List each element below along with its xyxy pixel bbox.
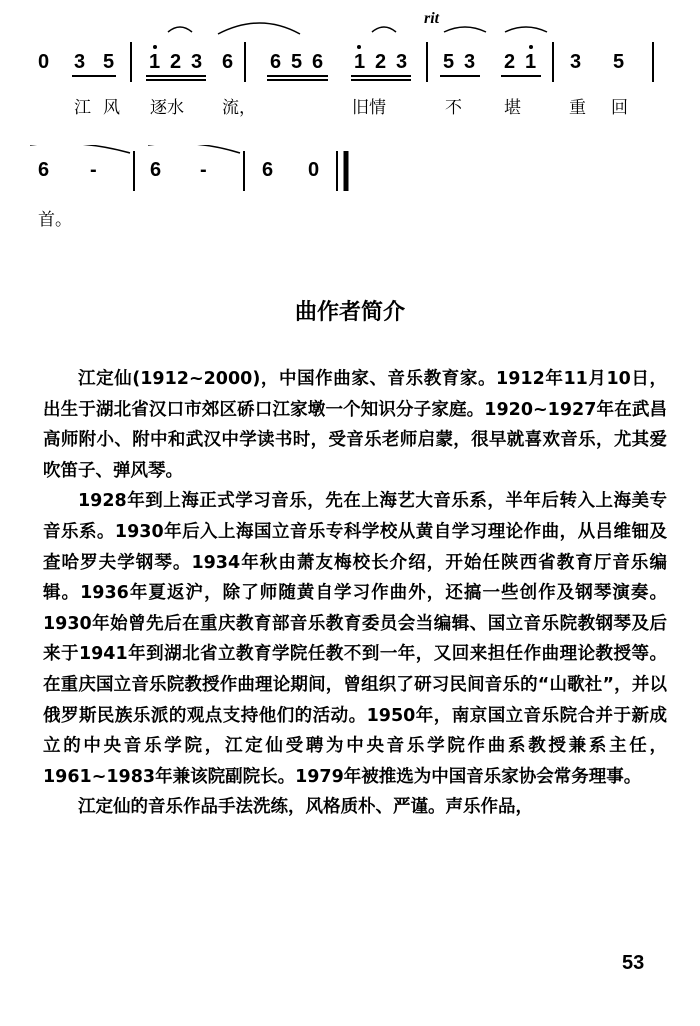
note: 5 — [103, 51, 115, 73]
note: 6 — [38, 159, 50, 181]
lyric-word: 风 — [103, 98, 120, 118]
paragraph: 江定仙的音乐作品手法洗练，风格质朴、严谨。声乐作品， — [78, 797, 533, 818]
section-heading: 曲作者简介 — [294, 300, 405, 325]
lyric-word: 江 — [74, 98, 91, 118]
lyric-word: 首。 — [38, 210, 72, 230]
score-line-1 — [0, 20, 700, 130]
note: 6 — [312, 51, 324, 73]
note: 6 — [222, 51, 234, 73]
note: 3 — [464, 51, 476, 73]
note: 2 — [375, 51, 387, 73]
note: 1 — [525, 51, 537, 73]
page-number: 53 — [622, 952, 645, 974]
note: 3 — [191, 51, 203, 73]
score-line-2-markings — [0, 145, 700, 200]
note: - — [90, 159, 97, 181]
note: - — [200, 159, 207, 181]
biography-text — [43, 364, 667, 823]
paragraph: 1928年到上海正式学习音乐，先在上海艺大音乐系，半年后转入上海美专音乐系。1930年后入上海国立音乐专科学校从黄自学习理论作曲，从吕维钿及查哈罗夫学钢琴。1934年秋由萧友梅校长介绍，开始任陕西省教育厅音乐编辑。1936年夏返沪，除了师随黄自学习作曲外，还搞一些创作及钢琴演奏。1930年始曾先后在重庆教育部音乐教育委员会当编辑、国立音乐院教钢琴及后来于1941年到湖北省立教育学院任教不到一年，又回来担任作曲理论教授等。在重庆国立音乐院教授作曲理论期间，曾组织了研习民间音乐的“山歌社”，并以俄罗斯民族乐派的观点支持他们的活动。1950年，南京国立音乐院合并于新成立的中央音乐学院，江定仙受聘为中央音乐学院作曲系教授兼系主任，1961~1983年兼该院副院长。1979年被推选为中国音乐家协会常务理事。 — [43, 491, 667, 787]
lyric-word: 逐水 — [150, 98, 184, 118]
note: 6 — [270, 51, 282, 73]
lyric-word: 旧情 — [352, 98, 386, 118]
note: 6 — [150, 159, 162, 181]
lyric-word: 不 — [445, 98, 462, 118]
paragraph: 江定仙(1912~2000)，中国作曲家、音乐教育家。1912年11月10日，出生于湖北省汉口市郊区硚口江家墩一个知识分子家庭。1920~1927年在武昌高师附小、附中和武汉中学读书时，受音乐老师启蒙，很早就喜欢音乐，尤其爱吹笛子、弹风琴。 — [43, 369, 667, 481]
lyric-word: 流， — [222, 98, 256, 118]
note: 2 — [170, 51, 182, 73]
lyric-word: 回 — [611, 98, 628, 118]
note: 0 — [38, 51, 50, 73]
lyric-word: 堪 — [504, 98, 521, 118]
note: 2 — [504, 51, 516, 73]
lyric-word: 重 — [569, 98, 586, 118]
note: 5 — [291, 51, 303, 73]
note: 0 — [308, 159, 320, 181]
ritardando-marking: rit — [424, 10, 440, 27]
note: 5 — [443, 51, 455, 73]
note: 3 — [74, 51, 86, 73]
note: 1 — [149, 51, 161, 73]
score-line-2 — [0, 145, 700, 230]
note: 5 — [613, 51, 625, 73]
note: 3 — [396, 51, 408, 73]
score-line-1-markings — [0, 20, 700, 90]
note: 1 — [354, 51, 366, 73]
note: 3 — [570, 51, 582, 73]
note: 6 — [262, 159, 274, 181]
